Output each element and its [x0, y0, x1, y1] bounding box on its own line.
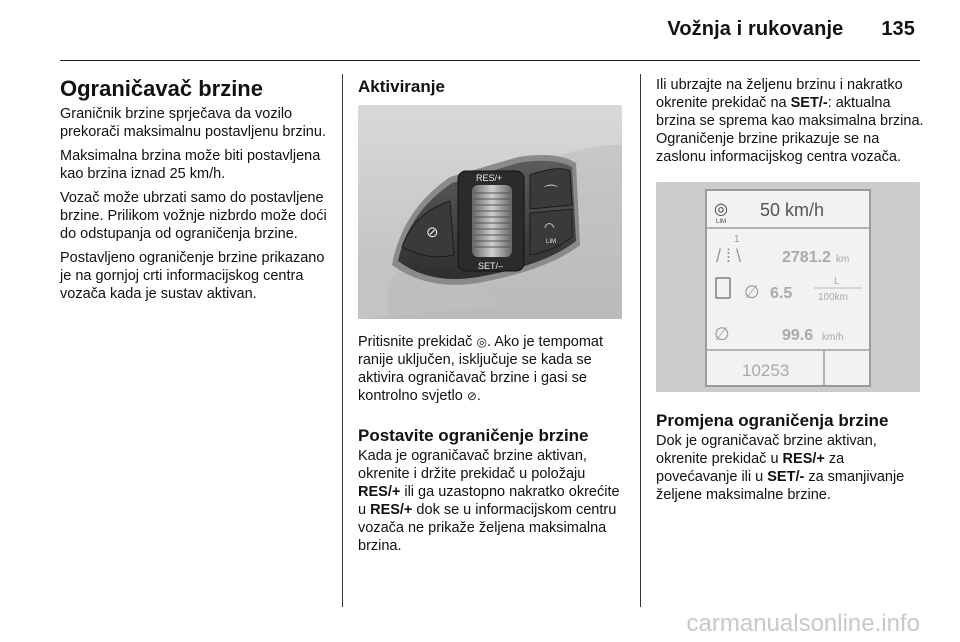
paragraph: Postavljeno ograničenje brzine prikazano je na gornjoj crti informacijskog centra vozača kada je sustav aktivan.	[60, 250, 325, 302]
column-divider-2	[640, 74, 641, 607]
svg-text:◠: ◠	[544, 220, 555, 234]
section-heading-change-limit: Promjena ograničenja brzine	[656, 411, 889, 430]
lim-label: LIM	[546, 239, 557, 245]
paragraph: Vozač može ubrzati samo do postavljene brzine. Prilikom vožnje nizbrdo može doći do odstupanja od ograničenja brzine.	[60, 190, 327, 242]
driver-information-centre-image	[656, 182, 920, 392]
column-2	[358, 76, 630, 561]
svg-text:⊘: ⊘	[426, 224, 439, 241]
paragraph: Maksimalna brzina može biti postavljena kao brzina iznad 25 km/h.	[60, 148, 321, 182]
steering-wheel-controls-image	[358, 105, 622, 319]
speed-limiter-icon: ◎	[714, 201, 728, 218]
average-speed-value: 99.6	[782, 327, 814, 344]
section-heading-speed-limiter: Ograničavač brzine	[60, 76, 263, 101]
paragraph-activation: Pritisnite prekidač ◎. Ako je tempomat ranije uključen, isključuje se kada se aktivira ograničavač brzine i gasi se kontrolno svjetlo ⊘.	[358, 334, 604, 404]
road-trip-icon: / ⁞ \	[716, 246, 742, 266]
column-divider-1	[342, 74, 343, 607]
svg-text:⌒: ⌒	[544, 184, 558, 200]
svg-text:100km: 100km	[818, 292, 849, 303]
column-3	[656, 76, 928, 510]
res-label: RES/+	[476, 173, 503, 183]
trip-value: 2781.2	[782, 249, 831, 266]
subheading-set-limit: Postavite ograničenje brzine	[358, 426, 589, 445]
section-heading-activation: Aktiviranje	[358, 77, 445, 96]
svg-text:∅: ∅	[744, 282, 760, 302]
page-header	[667, 18, 915, 41]
cruise-control-indicator-icon: ⊘	[466, 389, 477, 403]
svg-text:∅: ∅	[714, 324, 730, 344]
fuel-consumption-value: 6.5	[770, 285, 793, 302]
page-number: 135	[881, 18, 915, 40]
svg-text:1: 1	[734, 234, 740, 245]
set-label: SET/–	[478, 261, 504, 271]
cluster-lim-label: LIM	[716, 219, 727, 225]
header-title: Vožnja i rukovanje	[667, 18, 844, 40]
svg-text:km/h: km/h	[822, 332, 844, 343]
paragraph-set-limit: Kada je ograničavač brzine aktivan, okrenite i držite prekidač u položaju RES/+ ili ga uzastopno nakratko okrećite u RES/+ dok se u informacijskom centru vozača ne prikaže željena maksimalna brzina.	[358, 448, 620, 554]
watermark: carmanualsonline.info	[686, 610, 920, 637]
column-1	[60, 76, 332, 309]
svg-text:L: L	[834, 276, 840, 287]
speed-limiter-switch-icon: ◎	[476, 335, 487, 349]
set-speed-value: 50 km/h	[760, 200, 825, 220]
paragraph-change-limit: Dok je ograničavač brzine aktivan, okrenite prekidač u RES/+ za povećavanje ili u SET/- za smanjivanje željene maksimalne brzine.	[656, 433, 905, 503]
paragraph-accelerate: Ili ubrzajte na željenu brzinu i nakratko okrenite prekidač na SET/-: aktualna brzina se sprema kao maksimalna brzina. Ograničenje brzine prikazuje se na zaslonu informacijskog centra vozača.	[656, 77, 924, 165]
paragraph: Graničnik brzine sprječava da vozilo prekorači maksimalnu postavljenu brzinu.	[60, 106, 326, 140]
odometer-value: 10253	[742, 361, 790, 380]
header-rule	[60, 60, 920, 61]
svg-text:km: km	[836, 254, 850, 265]
